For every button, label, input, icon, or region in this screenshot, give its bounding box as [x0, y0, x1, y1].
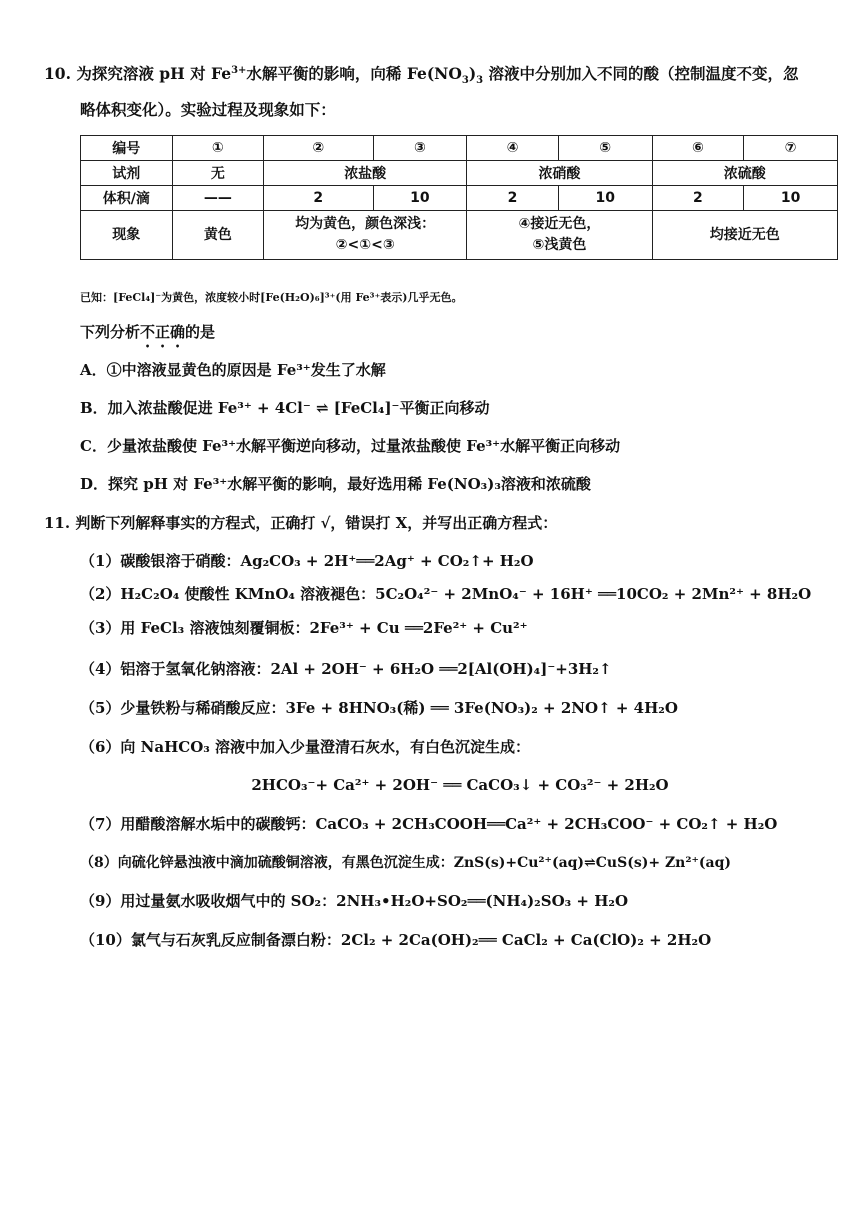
q10-prompt	[80, 322, 215, 351]
table-cell: 10	[558, 186, 652, 211]
table-cell: ⑦	[744, 136, 838, 161]
table-cell: 10	[744, 186, 838, 211]
q10-number: 10.	[44, 64, 71, 83]
prompt-text: 的是	[185, 323, 216, 341]
q11-item-2: （2）H₂C₂O₄ 使酸性 KMnO₄ 溶液褪色：5C₂O₄²⁻ + 2MnO₄⁻ + 16H⁺ ══10CO₂ + 2Mn²⁺ + 8H₂O	[80, 585, 812, 603]
table-cell: 无	[172, 161, 264, 186]
table-cell: 浓硝酸	[467, 161, 652, 186]
table-cell: ——	[172, 186, 264, 211]
q11-item-5: （5）少量铁粉与稀硝酸反应：3Fe + 8HNO₃(稀) ══ 3Fe(NO₃)₂ + 2NO↑ + 4H₂O	[80, 699, 678, 717]
table-cell: 均接近无色	[652, 211, 837, 260]
cell-line: ⑤浅黄色	[532, 237, 587, 253]
q10-option-d: D．探究 pH 对 Fe³⁺水解平衡的影响，最好选用稀 Fe(NO₃)₃溶液和浓硫酸	[80, 475, 591, 493]
q11-number: 11.	[44, 514, 71, 532]
q10-option-b: B．加入浓盐酸促进 Fe³⁺ + 4Cl⁻ ⇌ [FeCl₄]⁻平衡正向移动	[80, 399, 490, 417]
q10-intro-line-1	[44, 64, 799, 87]
table-cell: ②	[264, 136, 373, 161]
table-row-volume	[81, 186, 838, 211]
table-cell: 2	[652, 186, 744, 211]
q10-option-c: C．少量浓盐酸使 Fe³⁺水解平衡逆向移动，过量浓盐酸使 Fe³⁺水解平衡正向移动	[80, 437, 621, 455]
experiment-table	[80, 135, 838, 260]
q10-intro-sub: 3	[476, 75, 484, 87]
table-cell: 编号	[81, 136, 173, 161]
q10-intro-text: 溶液中分别加入不同的酸（控制温度不变，忽	[483, 64, 799, 83]
table-cell: 10	[373, 186, 467, 211]
table-cell: ③	[373, 136, 467, 161]
table-cell: ⑥	[652, 136, 744, 161]
q11-item-8: （8）向硫化锌悬浊液中滴加硫酸铜溶液，有黑色沉淀生成：ZnS(s)+Cu²⁺(aq)⇌CuS(s)+ Zn²⁺(aq)	[80, 855, 731, 871]
prompt-text: 下列分析	[80, 323, 141, 341]
q11-intro-line	[44, 513, 557, 533]
q11-item-1: （1）碳酸银溶于硝酸：Ag₂CO₃ + 2H⁺══2Ag⁺ + CO₂↑+ H₂O	[80, 552, 534, 570]
q10-intro-sub: 3	[461, 75, 469, 87]
q10-intro-line-2: 略体积变化）。实验过程及现象如下：	[80, 100, 336, 119]
q11-item-10: （10）氯气与石灰乳反应制备漂白粉：2Cl₂ + 2Ca(OH)₂══ CaCl₂ + Ca(ClO)₂ + 2H₂O	[80, 931, 712, 949]
table-cell: 2	[467, 186, 559, 211]
table-cell: 浓硫酸	[652, 161, 837, 186]
q10-intro-text: 为探究溶液 pH 对 Fe	[76, 64, 232, 83]
cell-line: ②<①<③	[335, 237, 395, 253]
q11-intro: 判断下列解释事实的方程式，正确打 √，错误打 X，并写出正确方程式：	[75, 514, 558, 532]
table-cell: 体积/滴	[81, 186, 173, 211]
table-cell	[264, 211, 467, 260]
table-cell: 2	[264, 186, 373, 211]
cell-line: ④接近无色，	[518, 216, 601, 232]
q11-item-3: （3）用 FeCl₃ 溶液蚀刻覆铜板：2Fe³⁺ + Cu ══2Fe²⁺ + Cu²⁺	[80, 619, 528, 637]
emphasis-text: 不正确	[140, 323, 186, 341]
q10-note: 已知：[FeCl₄]⁻为黄色，浓度较小时[Fe(H₂O)₆]³⁺(用 Fe³⁺表示)几乎无色。	[80, 291, 463, 304]
q11-item-7: （7）用醋酸溶解水垢中的碳酸钙：CaCO₃ + 2CH₃COOH══Ca²⁺ + 2CH₃COO⁻ + CO₂↑ + H₂O	[80, 815, 778, 833]
q11-item-9: （9）用过量氨水吸收烟气中的 SO₂：2NH₃•H₂O+SO₂══(NH₄)₂SO₃ + H₂O	[80, 892, 629, 910]
table-cell	[467, 211, 652, 260]
q11-item-4: （4）铝溶于氢氧化钠溶液：2Al + 2OH⁻ + 6H₂O ══2[Al(OH)₄]⁻+3H₂↑	[80, 660, 612, 678]
q10-option-a: A．①中溶液显黄色的原因是 Fe³⁺发生了水解	[80, 361, 386, 379]
table-row-reagent	[81, 161, 838, 186]
q10-intro-text: )	[468, 64, 477, 83]
table-cell: 黄色	[172, 211, 264, 260]
q10-intro-text: 水解平衡的影响，向稀 Fe(NO	[246, 64, 462, 83]
table-cell: 试剂	[81, 161, 173, 186]
table-row-number	[81, 136, 838, 161]
table-cell: 浓盐酸	[264, 161, 467, 186]
table-cell: 现象	[81, 211, 173, 260]
table-cell: ①	[172, 136, 264, 161]
q10-intro-sup: 3+	[231, 64, 247, 76]
cell-line: 均为黄色，颜色深浅：	[295, 216, 436, 232]
table-cell: ④	[467, 136, 559, 161]
table-cell: ⑤	[558, 136, 652, 161]
q11-item-6-equation: 2HCO₃⁻+ Ca²⁺ + 2OH⁻ ══ CaCO₃↓ + CO₃²⁻ + 2H₂O	[251, 776, 669, 794]
q11-item-6: （6）向 NaHCO₃ 溶液中加入少量澄清石灰水，有白色沉淀生成：	[80, 738, 531, 756]
table-row-phenomenon	[81, 211, 838, 260]
